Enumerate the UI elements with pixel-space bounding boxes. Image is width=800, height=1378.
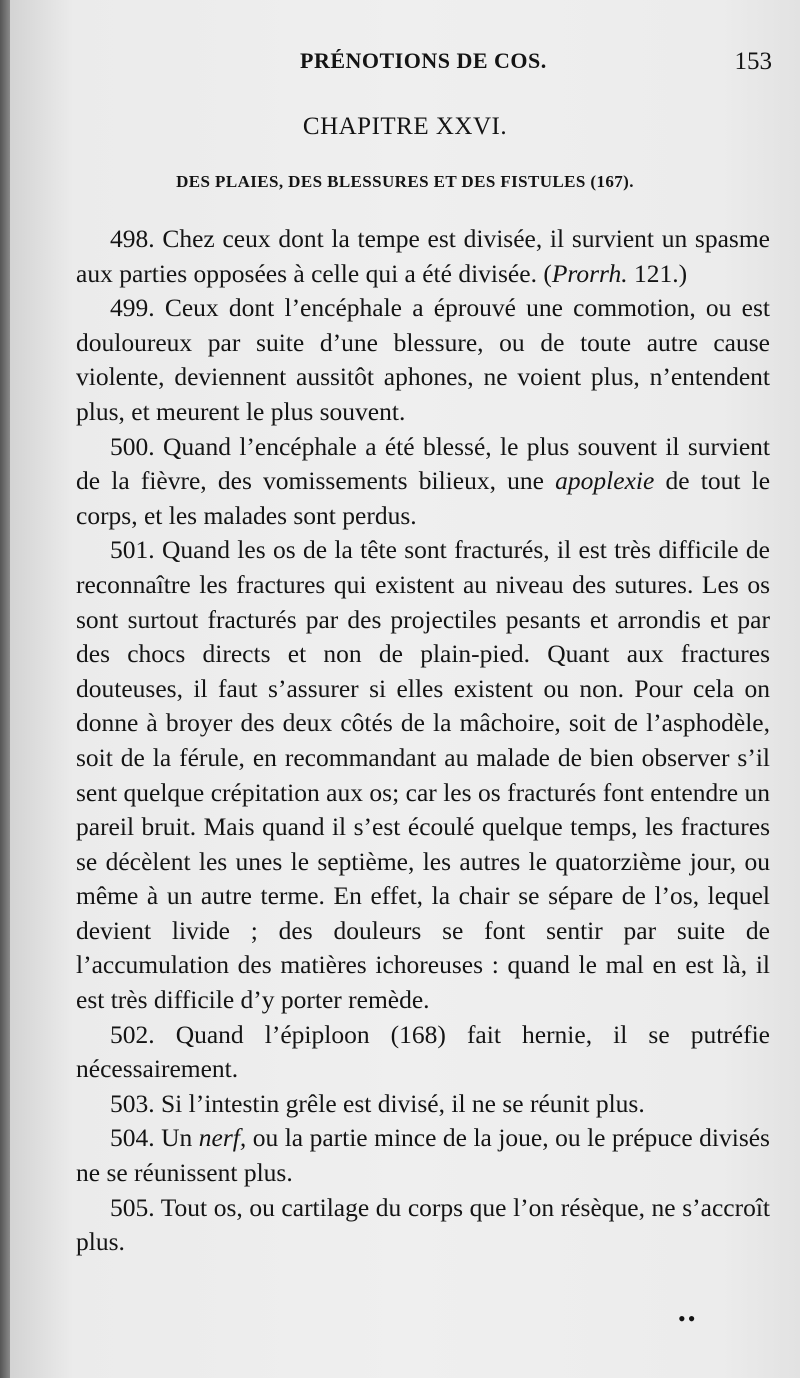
paragraph-number: 501. [110, 535, 155, 565]
paragraph-501 [76, 533, 770, 1017]
page-number: 153 [734, 48, 772, 75]
page-gutter-shadow [0, 0, 10, 1378]
italic-term: nerf, [198, 1123, 247, 1153]
paragraph-text: Chez ceux dont la tempe est divisée, il survient un spasme aux parties opposées à celle qui a été divisée. [76, 224, 770, 288]
paragraph-number: 499. [110, 293, 155, 323]
reference-italic: Prorrh. [551, 258, 628, 288]
paragraph-text: Tout os, ou cartilage du corps que l’on résèque, ne s’accroît plus. [76, 1192, 770, 1257]
paragraph-number: 504. [110, 1123, 155, 1153]
paragraph-502 [76, 1018, 770, 1087]
running-head: PRÉNOTIONS DE COS. [300, 48, 547, 73]
signature-marks: •• [678, 1306, 698, 1331]
paragraph-499 [76, 291, 770, 429]
paragraph-text-continued: de tout le corps, et les malades sont perdus. [76, 466, 771, 530]
paragraph-number: 502. [110, 1019, 155, 1049]
paragraph-text: Un [161, 1123, 193, 1153]
paragraph-504 [76, 1121, 770, 1190]
section-title: DES PLAIES, DES BLESSURES ET DES FISTULES (167). [176, 172, 634, 191]
paragraph-text: Ceux dont l’encéphale a éprouvé une commotion, ou est douloureux par suite d’une blessure, ou de toute autre cause violente, deviennent aussitôt aphones, ne voient plus, n’entendent plus, et meurent le plus souvent. [76, 293, 770, 426]
chapter-title: CHAPITRE XXVI. [302, 113, 508, 140]
paragraph-500 [76, 430, 770, 534]
paragraph-number: 498. [110, 224, 155, 253]
paragraph-number: 503. [110, 1088, 155, 1118]
paragraph-503 [76, 1087, 770, 1122]
italic-term: apoplexie [555, 466, 655, 496]
paragraph-text: Si l’intestin grêle est divisé, il ne se réunit plus. [161, 1088, 645, 1118]
book-page [10, 0, 800, 1378]
paragraph-text: Quand l’épiploon (168) fait hernie, il se putréfie nécessairement. [76, 1019, 770, 1084]
paragraph-505 [76, 1191, 770, 1260]
paragraph-text-continued: ou la partie mince de la joue, ou le prépuce divisés ne se réunissent plus. [76, 1123, 770, 1188]
reference-text: 121.) [627, 258, 688, 288]
body-text [76, 222, 770, 1260]
page-header [10, 48, 800, 80]
paragraph-number: 500. [110, 431, 155, 461]
paragraph-498: 498. Chez ceux dont la tempe est divisée, il survient un spasme aux parties opposées à celle qui a été divisée. (Prorrh. 121.) [76, 224, 770, 288]
paragraph-number: 505. [110, 1192, 155, 1222]
paragraph-text: Quand les os de la tête sont fracturés, il est très difficile de reconnaître les fractures qui existent au niveau des sutures. Les os sont surtout fracturés par des projectiles pesants et arrondis et par des chocs directs et non de plain-pied. Quant aux fractures douteuses, il faut s’assurer si elles existent ou non. Pour cela on donne à broyer des deux côtés de la mâchoire, soit de l’asphodèle, soit de la férule, en recommandant au malade de bien observer s’il sent quelque crépitation aux os; car les os fracturés font entendre un pareil bruit. Mais quand il s’est écoulé quelque temps, les fractures se décèlent les unes le septième, les autres le quatorzième jour, ou même à un autre terme. En effet, la chair se sépare de l’os, lequel devient livide ; des douleurs se font sentir par suite de l’accumulation des matières ichoreuses : quand le mal en est là, il est très difficile d’y porter remède. [76, 535, 770, 1015]
paragraph-text: Quand l’encéphale a été blessé, le plus souvent il survient de la fièvre, des vomissements bilieux, une [76, 431, 770, 496]
